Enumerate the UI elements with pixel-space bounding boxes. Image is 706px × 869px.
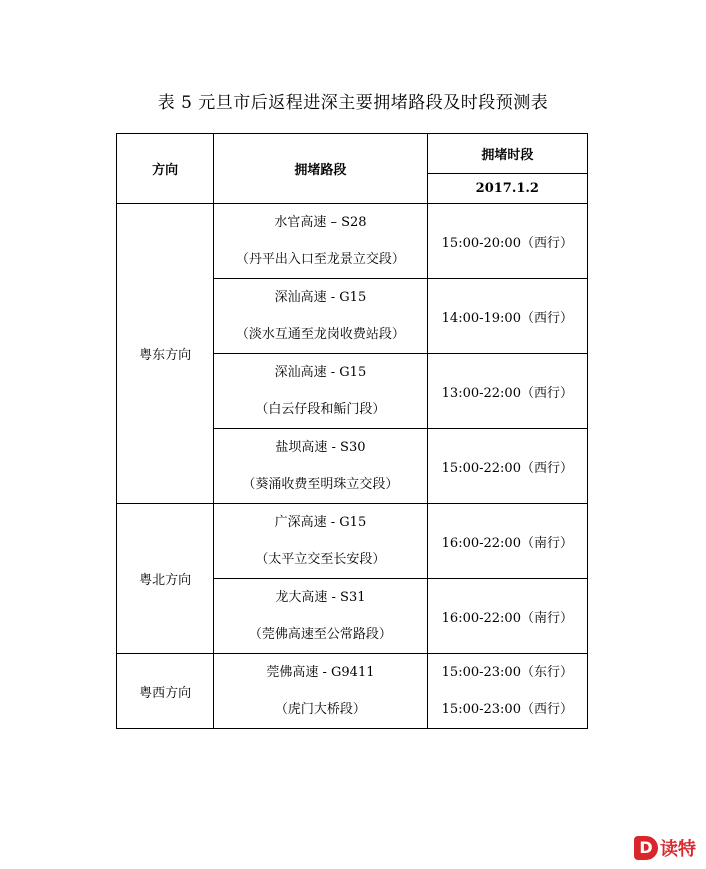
time-cell: 15:00-22:00（西行） bbox=[427, 429, 587, 504]
road-section: （白云仔段和鲘门段） bbox=[255, 402, 386, 417]
road-section: （淡水互通至龙岗收费站段） bbox=[235, 327, 405, 342]
header-road: 拥堵路段 bbox=[214, 134, 427, 204]
time-cell bbox=[427, 654, 587, 729]
road-name: 水官高速 – S28 bbox=[274, 215, 367, 230]
road-name: 盐坝高速 - S30 bbox=[275, 440, 366, 455]
road-name: 深汕高速 - G15 bbox=[274, 365, 367, 380]
table-row bbox=[117, 654, 588, 729]
header-time: 拥堵时段 bbox=[427, 134, 587, 174]
header-date: 2017.1.2 bbox=[427, 174, 587, 204]
time-cell: 16:00-22:00（南行） bbox=[427, 579, 587, 654]
road-cell bbox=[214, 204, 427, 279]
time-cell: 14:00-19:00（西行） bbox=[427, 279, 587, 354]
road-cell bbox=[214, 354, 427, 429]
road-cell bbox=[214, 504, 427, 579]
table-row bbox=[117, 504, 588, 579]
time-cell: 13:00-22:00（西行） bbox=[427, 354, 587, 429]
road-cell bbox=[214, 579, 427, 654]
road-section: （莞佛高速至公常路段） bbox=[248, 627, 392, 642]
road-cell bbox=[214, 279, 427, 354]
direction-cell: 粤西方向 bbox=[117, 654, 214, 729]
congestion-table bbox=[116, 133, 588, 729]
road-section: （葵涌收费至明珠立交段） bbox=[242, 477, 399, 492]
header-direction: 方向 bbox=[117, 134, 214, 204]
direction-cell: 粤北方向 bbox=[117, 504, 214, 654]
road-name: 广深高速 - G15 bbox=[274, 515, 367, 530]
logo-text: 读特 bbox=[660, 839, 696, 860]
road-name: 龙大高速 - S31 bbox=[275, 590, 366, 605]
road-name: 深汕高速 - G15 bbox=[274, 290, 367, 305]
logo-mark: D bbox=[634, 836, 658, 860]
road-cell bbox=[214, 429, 427, 504]
road-name: 莞佛高速 - G9411 bbox=[266, 665, 375, 680]
table-row bbox=[117, 204, 588, 279]
time-cell: 15:00-20:00（西行） bbox=[427, 204, 587, 279]
road-section: （太平立交至长安段） bbox=[255, 552, 386, 567]
road-cell bbox=[214, 654, 427, 729]
road-section: （虎门大桥段） bbox=[274, 702, 366, 717]
time-cell: 16:00-22:00（南行） bbox=[427, 504, 587, 579]
time-entry: 15:00-23:00（西行） bbox=[441, 702, 573, 717]
direction-cell: 粤东方向 bbox=[117, 204, 214, 504]
time-entry: 15:00-23:00（东行） bbox=[441, 665, 573, 680]
dute-logo bbox=[634, 835, 696, 861]
road-section: （丹平出入口至龙景立交段） bbox=[235, 252, 405, 267]
table-title: 表 5 元旦市后返程进深主要拥堵路段及时段预测表 bbox=[157, 93, 549, 113]
